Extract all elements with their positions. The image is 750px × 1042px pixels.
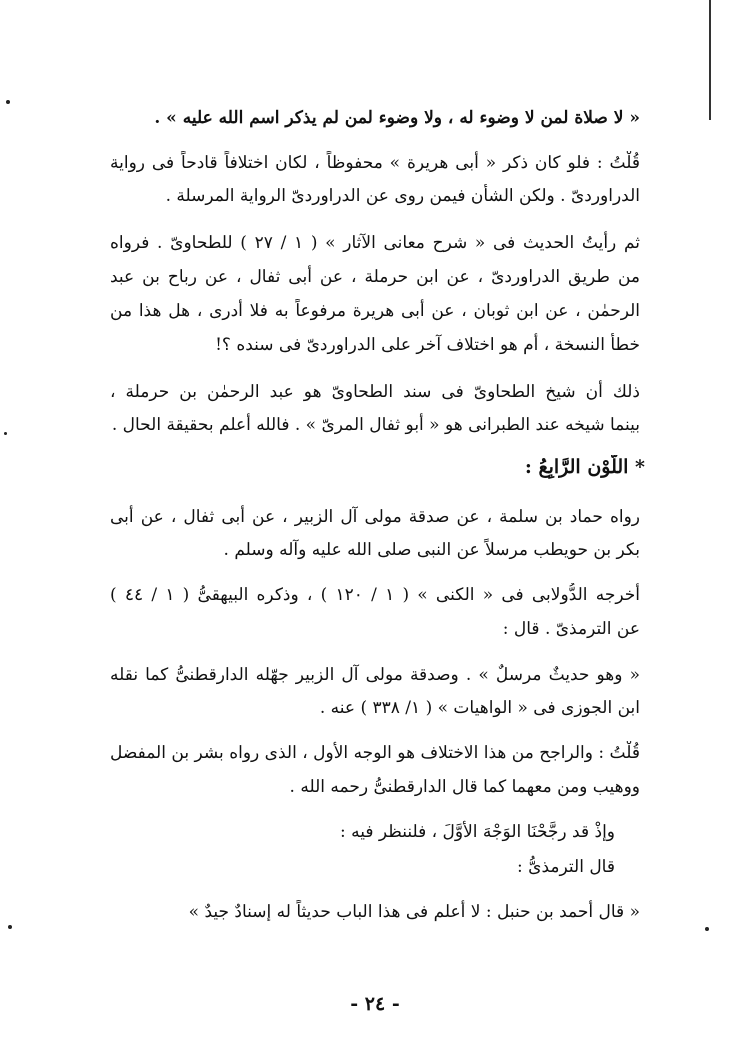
text-line: « قال أحمد بن حنبل : لا أعلم فى هذا الباب حديثاً له إسنادٌ جيدٌ »: [188, 902, 640, 922]
text-line: عن الترمذىّ . قال :: [502, 619, 640, 639]
scan-speck: [705, 927, 709, 931]
text-line: « لا صلاة لمن لا وضوء له ، ولا وضوء لمن لم يذكر اسم الله عليه » .: [154, 108, 640, 128]
text-line: « وهو حديثٌ مرسلٌ » . وصدقة مولى آل الزبير جهّله الدارقطنىُّ كما نقله: [110, 665, 640, 685]
page-number: - ٢٤ -: [350, 993, 400, 1015]
text-line: قال الترمذىُّ :: [517, 857, 615, 877]
text-line: أخرجه الدُّولابى فى « الكنى » ( ١ / ١٢٠ ) ، وذكره البيهقىُّ ( ١ / ٤٤ ): [110, 585, 640, 605]
scan-speck: [4, 432, 7, 435]
text-line: ثم رأيتُ الحديث فى « شرح معانى الآثار » ( ١ / ٢٧ ) للطحاوىّ . فرواه: [110, 233, 640, 253]
text-line: الرحمٰن ، عن ابن ثوبان ، عن أبى هريرة مرفوعاً به فلا أدرى ، هل هذا من: [110, 301, 640, 321]
text-line: ابن الجوزى فى « الواهيات » ( ١/ ٣٣٨ ) عنه .: [319, 698, 640, 718]
scan-speck: [8, 925, 12, 929]
text-line: بكر بن حويطب مرسلاً عن النبى صلى الله عليه وآله وسلم .: [223, 540, 640, 560]
text-line: رواه حماد بن سلمة ، عن صدقة مولى آل الزبير ، عن أبى ثفال ، عن أبى: [110, 507, 640, 527]
text-line: قُلْتُ : والراجح من هذا الاختلاف هو الوجه الأول ، الذى رواه بشر بن المفضل: [110, 743, 640, 763]
text-line: ذلك أن شيخ الطحاوىّ فى سند الطحاوىّ هو عبد الرحمٰن بن حرملة ،: [110, 382, 640, 402]
text-line: الدراوردىّ . ولكن الشأن فيمن روى عن الدراوردىّ الرواية المرسلة .: [165, 186, 640, 206]
scan-edge-line: [709, 0, 711, 120]
text-line: ووهيب ومن معهما كما قال الدارقطنىُّ رحمه الله .: [289, 777, 640, 797]
text-line: قُلْتُ : فلو كان ذكر « أبى هريرة » محفوظاً ، لكان اختلافاً قادحاً فى رواية: [110, 153, 640, 173]
scan-speck: [6, 100, 10, 104]
text-line: من طريق الدراوردىّ ، عن ابن حرملة ، عن أبى ثفال ، عن رباح بن عبد: [110, 267, 640, 287]
text-line: خطأ النسخة ، أم هو اختلاف آخر على الدراوردىّ فى سنده ؟!: [215, 335, 640, 355]
text-line: وإذْ قد رجَّحْنَا الوَجْهَ الأَوَّلَ ، فلننظر فيه :: [340, 822, 615, 842]
text-line: بينما شيخه عند الطبرانى هو « أبو ثفال المرىّ » . فالله أعلم بحقيقة الحال .: [111, 415, 640, 435]
section-heading: * اللَّوْن الرَّابِعُ :: [524, 456, 645, 478]
